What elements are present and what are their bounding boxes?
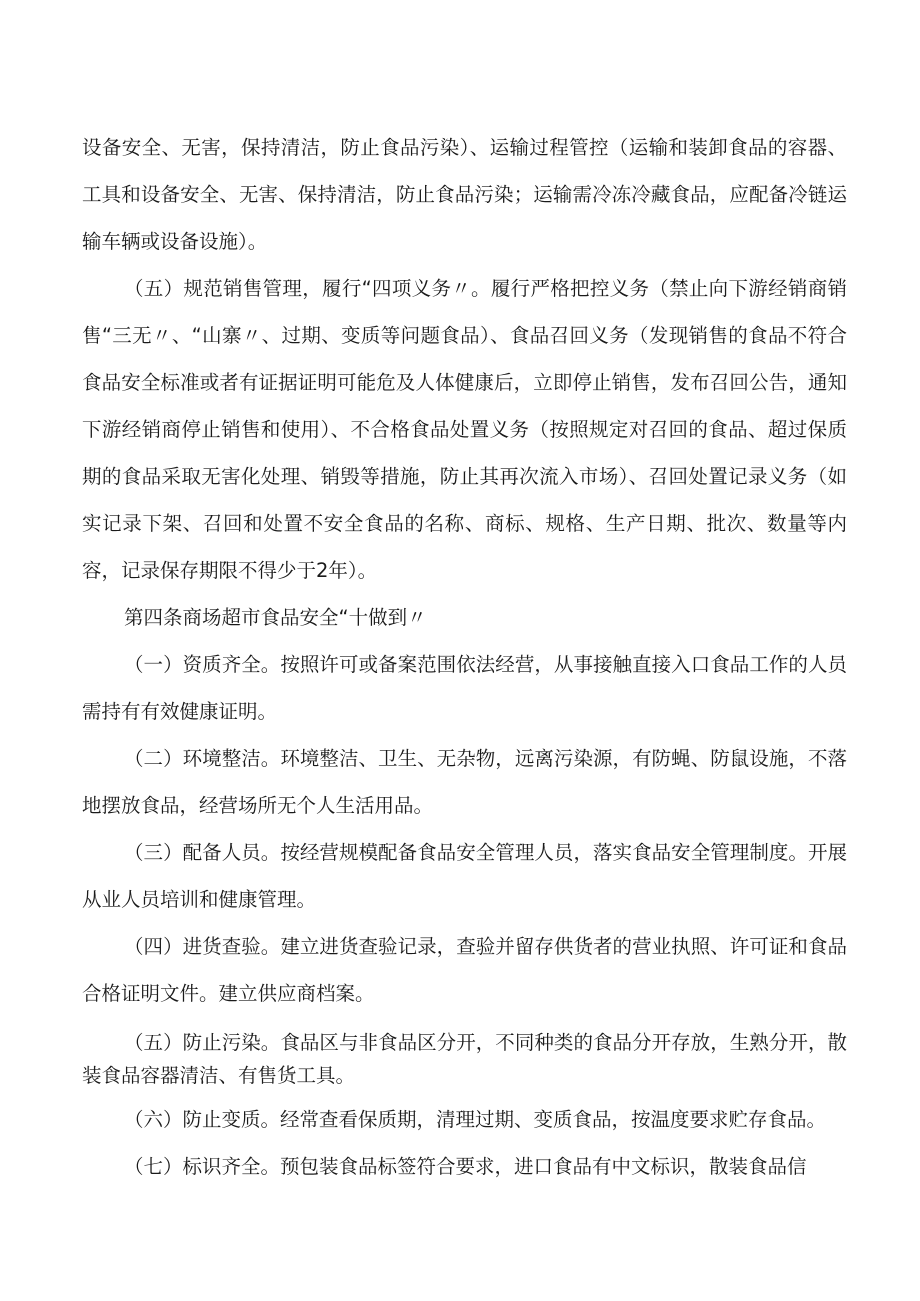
paragraph-qualification: （一）资质齐全。按照许可或备案范围依法经营，从事接触直接入口食品工作的人员需持有有效健康证明。 [82,653,847,723]
document-body [82,124,847,1190]
paragraph-purchase-inspection: （四）进货查验。建立进货查验记录，查验并留存供货者的营业执照、许可证和食品合格证明文件。建立供应商档案。 [82,935,847,1005]
paragraph-staffing: （三）配备人员。按经营规模配备食品安全管理人员，落实食品安全管理制度。开展从业人员培训和健康管理。 [82,841,847,911]
paragraph-sales-management: （五）规范销售管理，履行“四项义务〃。履行严格把控义务（禁止向下游经销商销售“三无〃、“山寨〃、过期、变质等问题食品）、食品召回义务（发现销售的食品不符合食品安全标准或者有证据证明可能危及人体健康后，立即停止销售，发布召回公告，通知下游经销商停止销售和使用）、不合格食品处置义务（按照规定对召回的食品、超过保质期的食品采取无害化处理、销毁等措施，防止其再次流入市场）、召回处置记录义务（如实记录下架、召回和处置不安全食品的名称、商标、规格、生产日期、批次、数量等内容，记录保存期限不得少于2年）。 [82,277,847,582]
paragraph-pollution-prevention: （五）防止污染。食品区与非食品区分开，不同种类的食品分开存放，生熟分开，散装食品容器清洁、有售货工具。 [82,1031,847,1087]
paragraph-transport-control: 设备安全、无害，保持清洁，防止食品污染）、运输过程管控（运输和装卸食品的容器、工具和设备安全、无害、保持清洁，防止食品污染；运输需冷冻冷藏食品，应配备冷链运输车辆或设备设施）。 [82,136,847,253]
paragraph-article-four-heading: 第四条商场超市食品安全“十做到〃 [124,606,427,629]
paragraph-labeling: （七）标识齐全。预包装食品标签符合要求，进口食品有中文标识，散装食品信 [124,1155,807,1178]
paragraph-environment: （二）环境整洁。环境整洁、卫生、无杂物，远离污染源，有防蝇、防鼠设施，不落地摆放食品，经营场所无个人生活用品。 [82,747,847,817]
paragraph-spoilage-prevention: （六）防止变质。经常查看保质期，清理过期、变质食品，按温度要求贮存食品。 [124,1108,827,1131]
